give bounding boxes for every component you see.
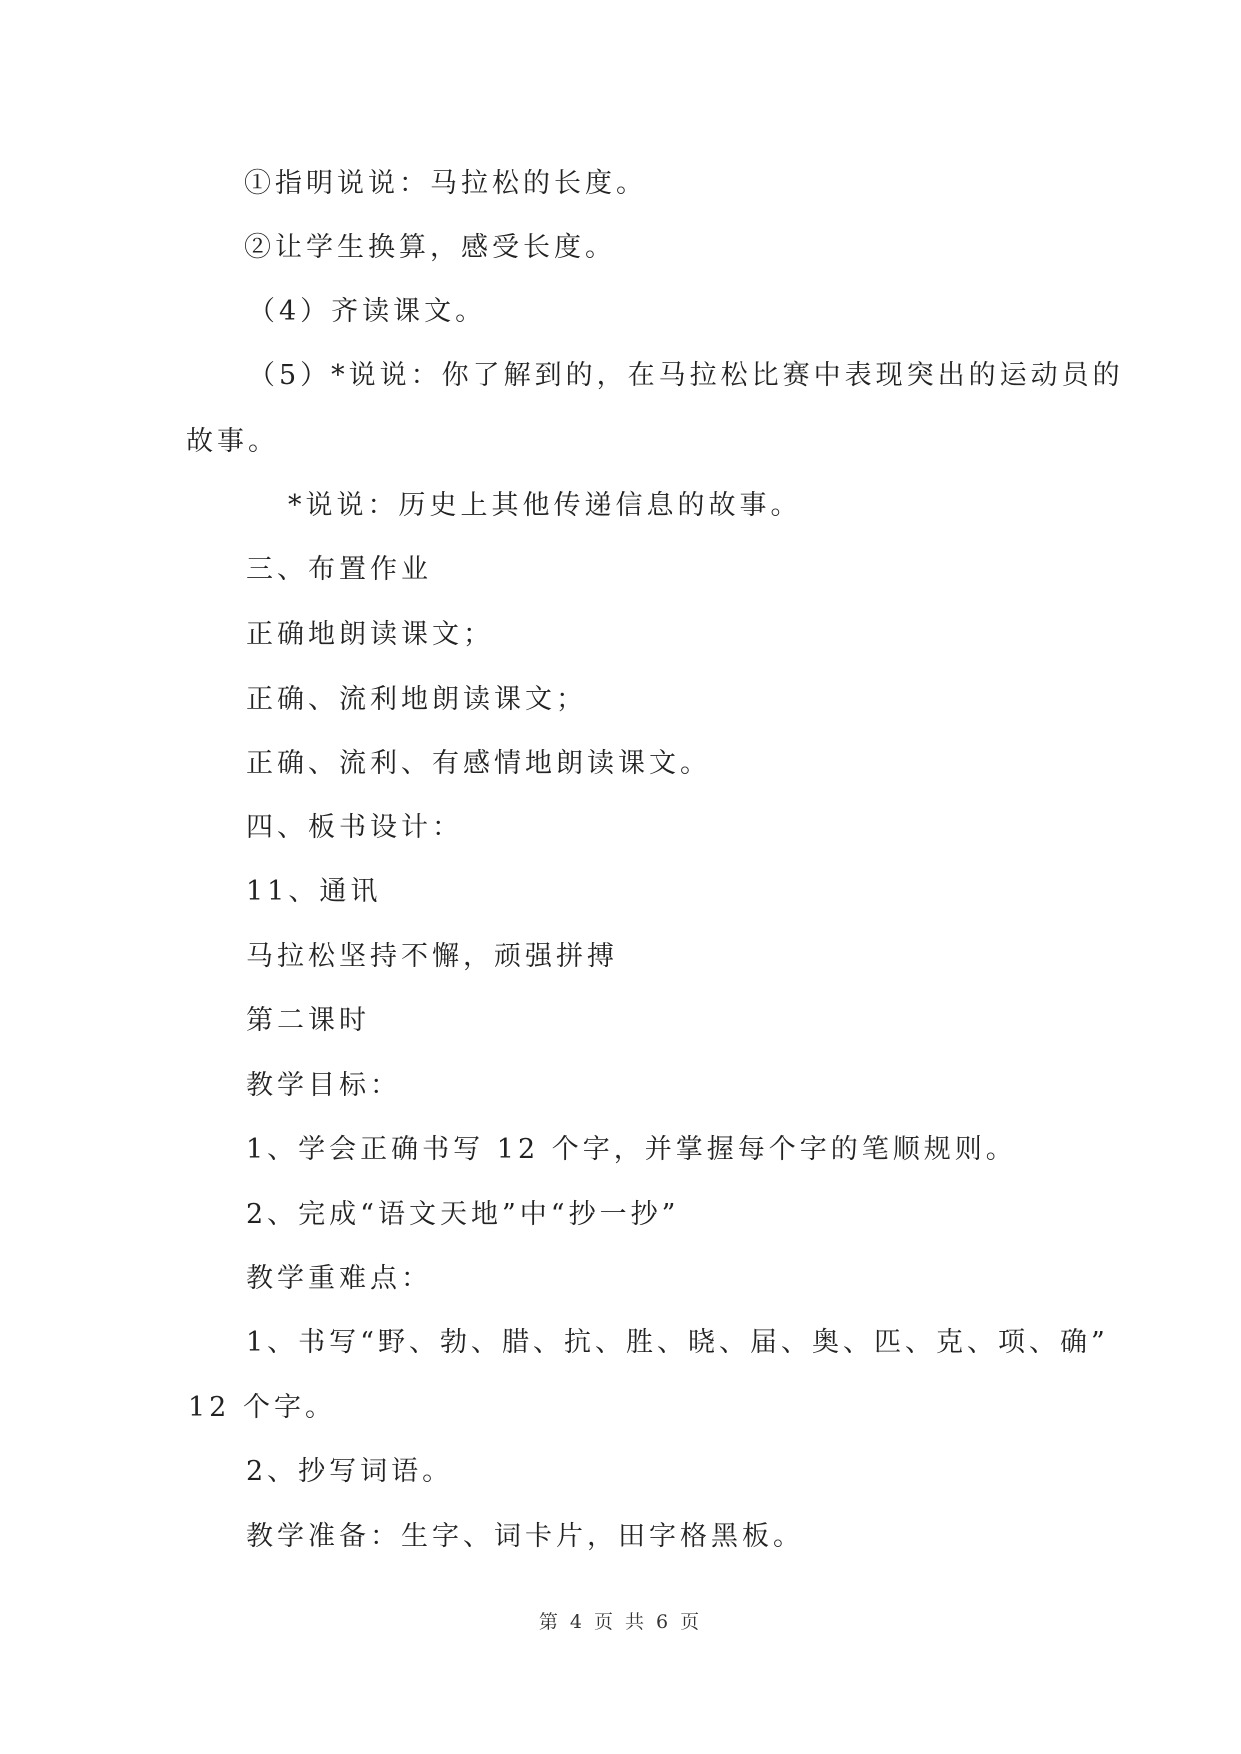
text-line: 马拉松坚持不懈，顽强拼搏	[246, 941, 618, 972]
text-line: （5）*说说：你了解到的，在马拉松比赛中表现突出的运动员的	[248, 360, 1124, 391]
text-line: 教学重难点：	[246, 1263, 432, 1294]
text-line: 故事。	[186, 426, 279, 457]
text-line: 正确、流利地朗读课文；	[246, 684, 587, 715]
text-line: ②让学生换算，感受长度。	[244, 232, 616, 263]
text-line: 正确地朗读课文；	[246, 619, 494, 650]
text-line: 1、书写“野、勃、腊、抗、胜、晓、届、奥、匹、克、项、确”	[246, 1327, 1109, 1358]
text-line: 11、通讯	[246, 876, 382, 907]
page-number-footer: 第 4 页 共 6 页	[538, 1611, 703, 1633]
text-line: ①指明说说：马拉松的长度。	[244, 168, 647, 199]
text-line: 2、抄写词语。	[246, 1456, 454, 1487]
text-line: （4）齐读课文。	[248, 296, 487, 327]
text-line: 2、完成“语文天地”中“抄一抄”	[246, 1199, 680, 1230]
section-heading: 四、板书设计：	[246, 812, 463, 843]
text-line: *说说：历史上其他传递信息的故事。	[288, 490, 802, 521]
text-line: 正确、流利、有感情地朗读课文。	[246, 748, 711, 779]
text-line: 1、学会正确书写 12 个字，并掌握每个字的笔顺规则。	[246, 1134, 1017, 1165]
text-line: 教学准备：生字、词卡片，田字格黑板。	[246, 1521, 804, 1552]
section-heading: 三、布置作业	[246, 554, 432, 585]
text-line: 教学目标：	[246, 1070, 401, 1101]
section-heading: 第二课时	[246, 1005, 370, 1036]
text-line: 12 个字。	[188, 1392, 336, 1423]
